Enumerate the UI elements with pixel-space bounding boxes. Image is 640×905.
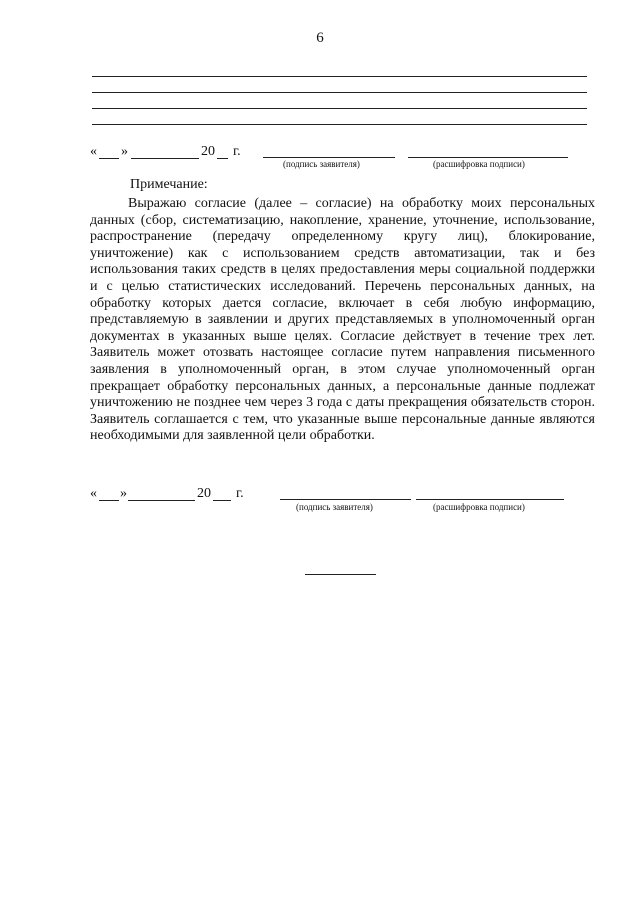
signature-line-2 bbox=[280, 499, 411, 500]
decoding-line-2 bbox=[416, 499, 564, 500]
year-prefix: 20 bbox=[201, 144, 215, 159]
month-blank-2 bbox=[128, 500, 195, 501]
blank-line-4 bbox=[92, 124, 587, 125]
end-divider bbox=[305, 574, 376, 575]
blank-line-2 bbox=[92, 92, 587, 93]
note-title: Примечание: bbox=[130, 177, 208, 192]
date-open-quote: « bbox=[90, 144, 97, 159]
blank-line-3 bbox=[92, 108, 587, 109]
blank-line-1 bbox=[92, 76, 587, 77]
signature-line bbox=[263, 157, 395, 158]
date-close-quote-2: » bbox=[120, 486, 127, 501]
signature-caption: (подпись заявителя) bbox=[283, 159, 360, 169]
day-blank-2 bbox=[99, 500, 119, 501]
day-blank bbox=[99, 158, 119, 159]
year-blank bbox=[217, 158, 228, 159]
year-suffix: г. bbox=[233, 144, 241, 159]
date-close-quote: » bbox=[121, 144, 128, 159]
decoding-line bbox=[408, 157, 568, 158]
note-body: Выражаю согласие (далее – согласие) на обработку моих персональных данных (сбор, систематизацию, накопление, хранение, уточнение, использование, распространение (передачу определенному кругу лиц), блокирование, уничтожение) как с использованием средств автоматизации, так и без использования таких средств в целях предоставления меры социальной поддержки и с целью статистических исследований. Перечень персональных данных, на обработку которых дается согласие, включает в себя любую информацию, представляемую в заявлении и других представляемых в уполномоченный орган документах в указанных выше целях. Согласие действует в течение трех лет. Заявитель может отозвать настоящее согласие путем направления письменного заявления в уполномоченный орган, в этом случае уполномоченный орган прекращает обработку персональных данных, а персональные данные подлежат уничтожению не позднее чем через 3 года с даты прекращения обязательств сторон. Заявитель соглашается с тем, что указанные выше персональные данные являются необходимыми для заявленной цели обработки. bbox=[90, 196, 595, 444]
year-prefix-2: 20 bbox=[197, 486, 211, 501]
year-blank-2 bbox=[213, 500, 231, 501]
page-number: 6 bbox=[316, 30, 324, 46]
decoding-caption-2: (расшифровка подписи) bbox=[433, 502, 525, 512]
decoding-caption: (расшифровка подписи) bbox=[433, 159, 525, 169]
signature-caption-2: (подпись заявителя) bbox=[296, 502, 373, 512]
year-suffix-2: г. bbox=[236, 486, 244, 501]
month-blank bbox=[131, 158, 199, 159]
date-open-quote-2: « bbox=[90, 486, 97, 501]
